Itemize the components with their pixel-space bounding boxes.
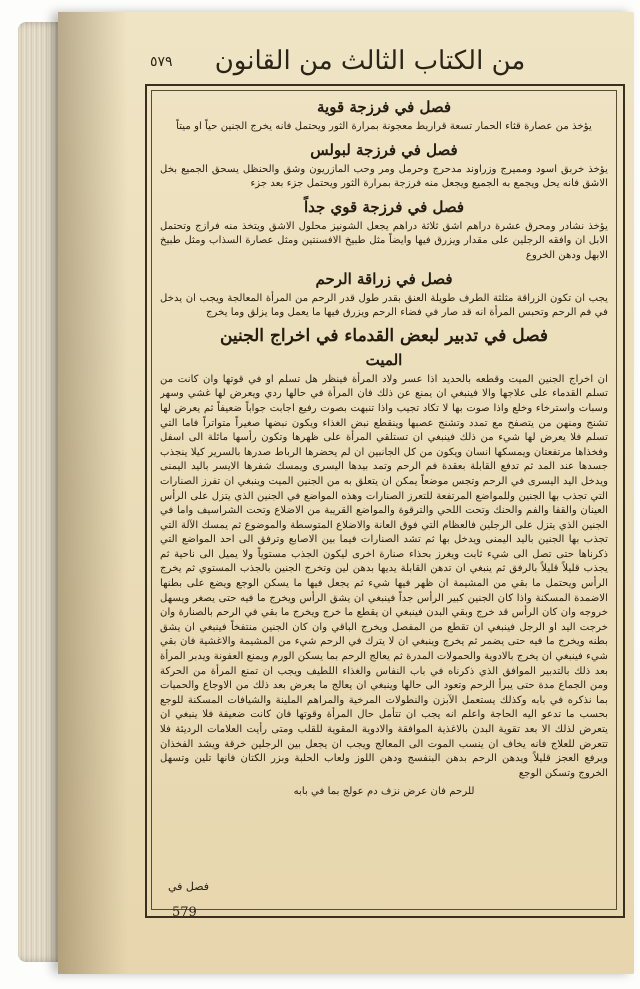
catchword: فصل في [168, 880, 210, 893]
footer-page-number: 579 [172, 905, 197, 920]
section-body: يؤخذ نشادر ومحرق عشرة دراهم اشق ثلاثة دراهم يجعل الشونيز محلول الاشق ويتخذ منه فرازج وتحتمل الابل ان وافقه الرجلين على مقدار ويزرق فيها وايضاً مثل طبيخ الافسنتين ومثل عصارة السذاب ومثل طبيخ الابهل ودهن الخروع [160, 220, 608, 261]
running-head-page-number: ٥٧٩ [150, 54, 173, 70]
book-page-edges [18, 22, 62, 962]
section-heading: فصل في زراقة الرحم [315, 269, 453, 288]
section-subheading: الميت [365, 350, 403, 369]
section-body: يؤخذ من عصارة قثاء الحمار تسعة قراريط معجونة بمرارة الثور ويحتمل فانه يخرج الجنين حياً او ميتاً [176, 121, 592, 132]
section-heading: فصل في فرزجة قوية [316, 98, 452, 116]
text-block [160, 94, 608, 904]
closing-lines: للرحم فان عرض نزف دم عولج بما في بابه [293, 786, 475, 798]
section-heading: فصل في فرزجة لبولس [310, 140, 458, 159]
catchword-line [160, 880, 600, 900]
section-heading: فصل في فرزجة قوي جداً [303, 197, 465, 216]
section-body: يؤخذ خربق اسود ومميرج وزراوند مدحرج وحرمل ومر وحب المازريون وشق والحنظل يسحق الجميع بخل الاشق فانه يحل ويجمع به الجميع ويجعل منه فرزجة بمرارة الثور ويحتمل جزء بعد جزء [160, 163, 608, 190]
gutter-shadow [58, 12, 128, 974]
running-head-title: من الكتاب الثالث من القانون [214, 46, 526, 76]
section-body: يجب ان تكون الزراقة مثلثة الطرف طويلة العنق بقدر طول قدر الرحم من المرأة المعالجة ويجب ان يدخل في فم الرحم وتحبس المرأة انه قد صار في فضاء الرحم ويزرق فيها ما يعمل وما يزلق وما يخرج [160, 292, 608, 319]
section-heading: فصل في تدبير لبعض القدماء في اخراج الجنين [219, 325, 549, 346]
section-body: ان اخراج الجنين الميت وقطعه بالحديد اذا عسر ولاد المرأة فينظر هل تسلم او في قوتها وان كانت من تسلم القدماء على علاجها والا فينبغي ان يمنع عن ذلك فان المرأة في حالها ردي ويعرض لها غشي وسهر وسبات واسترخاء وخلع واذا صوت بها لا تكاد تجيب واذا تنبهت بصوت رفيع اجابت جواباً ضعيفاً ثم يعرض لها تشنج ومنهن من يتصفح مع تمدد وتشنج عصبها وينقطع نبض الغذاء ويكون نبضها صغيراً متواتراً فاما التي تسلم فلا يعرض لها شيء من ذلك فينبغي ان تستلقي المرأة على ظهرها وتكون رأسها مائلة الى اسفل وفخذاها مرتفعتان ويمسكها انسان ويكون من كل الجانبين ان لم يحضرها الرباط صدرها بالسرير كيلا ينجذب جسدها عند المد ثم تدفع القابلة بعقدة فم الرحم وتمد بيدها اليسرى ويمسك شفرها الايسر باليد اليمنى ويدخل اليد اليسرى في الرحم وتجس موضعاً يمكن ان يتعلق به من الجنين الميت وينبغي ان تفرز الصنارات التي تجذب بها الجنين وللمواضع المرتفعة للتعرز الصنارات وهذه المواضع في الجنين الذي يتزل على الرأس العينان والقفا والفم والحنك وتحت اللحي والترقوة والمواضع القريبة من الاضلاع وتحت الشراسيف واما في الجنين الذي يتزل على الرجلين فالعظام التي فوق العانة والاضلاع المتوسطة والموضوع ثم يمسك الآلة التي تجذب بها الجنين باليد اليمنى ويدخل بها ثم تشد الصنارات فيما بين الاصابع وترفق الى احد المواضع التي ذكرناها حتى تصل الى شيء ثابت ويغرز بحذاء صنارة اخرى ليكون الجذب مستوياً ولا يميل الى ناحية ثم يجذب قليلاً قليلاً بالرفق ثم ينبغي ان تدهن القابلة يديها بدهن لين وتخرج الجنين بالجذب المستوي ثم يخرج الرأس ويحتمل ما بقي من المشيمة ان ظهر فيها شيء ثم يجعل فيها ما يسكن الوجع ويضع على بطنها الاضمدة المسكنة واذا كان الجنين كبير الرأس جداً فينبغي ان يشق الرأس ويخرج ما فيه حتى يصغر ويسهل خروجه وان كان الرأس قد خرج وبقي البدن فينبغي ان يقطع ما خرج ويخرج ما بقي في الرحم بالصنارة وان خرجت اليد او الرجل فينبغي ان تقطع من المفصل ويخرج الباقي وان كان الجنين منتفخاً فينبغي ان يشق بطنه ويخرج ما فيه حتى يضمر ثم يخرج وينبغي ان لا يترك في الرحم شيء من المشيمة والاغشية فان بقي شيء فينبغي ان يخرج بالادوية والحمولات المدرة ثم يعالج الرحم بما يسكن الورم ويمنع العفونة ويدبر المرأة بعد ذلك بالتدبير الموافق الذي ذكرناه في باب النفاس والغذاء اللطيف ويجب ان تمنع المرأة من الحركة ومن الجماع مدة حتى يبرأ الرحم وتعود الى حالها وينبغي ان يعالج ما يعرض بعد ذلك من الاوجاع والحميات بما نذكره في بابه وكذلك يستعمل الآبزن والنطولات المرخية والمراهم الملينة والشيافات المسكنة للوجع بحسب ما تدعو اليه الحاجة واعلم انه يجب ان تتأمل حال المرأة وقوتها فان كانت ضعيفة فلا ينبغي ان يتعرض لذلك الا بعد تقوية البدن بالاغذية الموافقة والادوية المقوية للقلب ومتى رأيت العلامات الرديئة فلا تتعرض للعلاج فانه يخاف ان ينسب الموت الى المعالج ويجب ان يجعل بين الرجلين خرقة ويشد الفخذان ويرفع العجز قليلاً ويدهن الرحم بدهن البنفسج ودهن اللوز ولعاب الحلبة وبزر الكتان فانها تلين وتسهل الخروج وتسكن الوجع [160, 373, 608, 779]
